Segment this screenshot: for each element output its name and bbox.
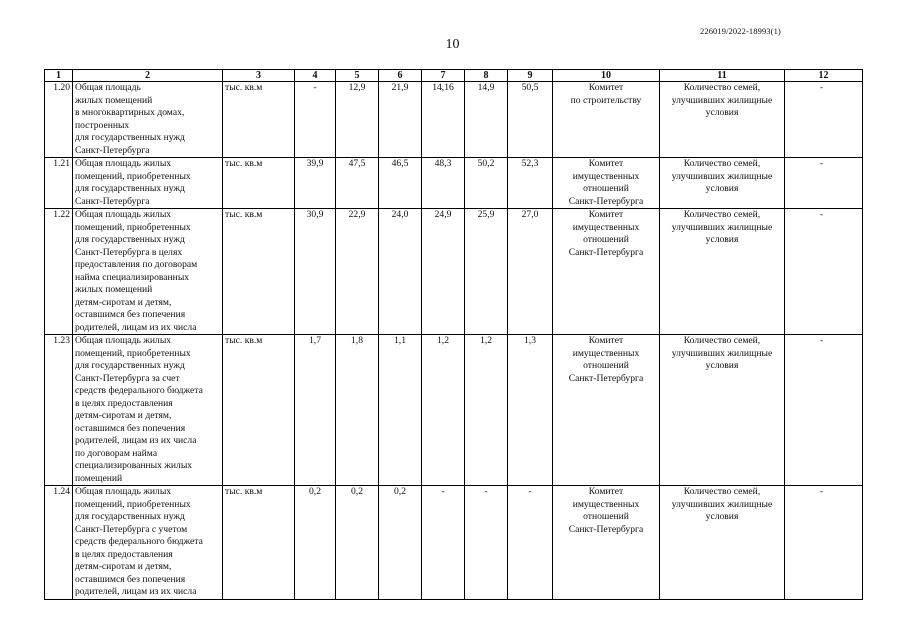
indicator-name-line: построенных [75, 119, 130, 131]
indicator-name-line: помещений, приобретенных [75, 347, 191, 359]
indicator-name-line: помещений [75, 472, 123, 484]
column-header-9: 9 [508, 70, 553, 82]
note-cell [785, 486, 863, 600]
value-cell-col6: 21,9 [379, 82, 422, 158]
indicator-name [73, 209, 223, 335]
responsible-cell-line: по строительству [570, 94, 642, 106]
note-value: - [819, 335, 824, 346]
note-cell [785, 158, 863, 209]
value-cell-col7: 48,3 [422, 158, 465, 209]
responsible-cell-line: отношений [583, 511, 629, 522]
result-indicator-cell-line: условия [705, 183, 739, 194]
value-cell-col5: 0,2 [336, 486, 379, 600]
column-header-8: 8 [465, 70, 508, 82]
indicator-name-line: Санкт-Петербурга в целях [75, 246, 183, 258]
note-value: - [819, 486, 824, 497]
value-cell-col4: 39,9 [295, 158, 336, 209]
page-number: 10 [445, 37, 460, 52]
indicator-name [73, 486, 223, 600]
note-cell [785, 82, 863, 158]
header-row [45, 70, 863, 82]
indicator-name-line: жилых помещений [75, 94, 153, 106]
indicator-name [73, 335, 223, 486]
result-indicator-cell-line: Количество семей, [683, 158, 761, 169]
indicator-name-line: для государственных нужд [75, 234, 185, 245]
value-cell-col8: 50,2 [465, 158, 508, 209]
indicator-name-line: жилых помещений [75, 284, 153, 295]
column-header-11: 11 [660, 70, 785, 82]
value-cell-col7: 1,2 [422, 335, 465, 486]
responsible-cell [553, 486, 660, 600]
column-header-5: 5 [336, 70, 379, 82]
result-indicator-cell-line: улучшивших жилищные [671, 94, 773, 106]
row-number: 1.22 [45, 209, 73, 335]
responsible-cell-line: отношений [583, 360, 629, 371]
indicator-name-line: Санкт-Петербурга за счет [75, 372, 180, 384]
responsible-cell [553, 158, 660, 209]
indicator-name [73, 82, 223, 158]
unit-cell: тыс. кв.м [223, 209, 295, 335]
value-cell-col9: 52,3 [508, 158, 553, 209]
note-cell [785, 335, 863, 486]
result-indicator-cell-line: Количество семей, [683, 335, 761, 346]
responsible-cell-line: имущественных [572, 170, 640, 182]
result-indicator-cell [660, 209, 785, 335]
column-header-12: 12 [785, 70, 863, 82]
result-indicator-cell-line: Количество семей, [683, 82, 761, 93]
indicator-name-line: оставшимся без попечения [75, 422, 186, 434]
value-cell-col8: 14,9 [465, 82, 508, 158]
responsible-cell-line: Санкт-Петербурга [568, 195, 644, 207]
indicator-name-line: найма специализированных [75, 271, 190, 283]
responsible-cell-line: Комитет [588, 158, 624, 169]
indicator-name-line: Общая площадь жилых [75, 158, 172, 169]
table-row [45, 335, 863, 486]
responsible-cell [553, 209, 660, 335]
indicator-name-line: Общая площадь жилых [75, 209, 172, 220]
row-number: 1.23 [45, 335, 73, 486]
indicator-name-line: предоставления по договорам [75, 259, 198, 270]
indicator-name-line: для государственных нужд [75, 183, 185, 194]
responsible-cell-line: Санкт-Петербурга [568, 372, 644, 384]
responsible-cell-line: имущественных [572, 221, 640, 233]
table-row [45, 158, 863, 209]
unit-cell: тыс. кв.м [223, 335, 295, 486]
value-cell-col9: 27,0 [508, 209, 553, 335]
value-cell-col8: - [465, 486, 508, 600]
row-number: 1.20 [45, 82, 73, 158]
value-cell-col5: 1,8 [336, 335, 379, 486]
value-cell-col5: 12,9 [336, 82, 379, 158]
value-cell-col6: 1,1 [379, 335, 422, 486]
indicator-name-line: оставшимся без попечения [75, 573, 186, 585]
result-indicator-cell-line: условия [705, 234, 739, 245]
indicator-name-line: средств федерального бюджета [75, 385, 203, 396]
indicator-name-line: детям-сиротам и детям, [75, 561, 172, 572]
table-row [45, 82, 863, 158]
value-cell-col4: - [295, 82, 336, 158]
indicator-name [73, 158, 223, 209]
indicator-name-line: помещений, приобретенных [75, 170, 191, 182]
indicator-name-line: родителей, лицам из их числа [75, 435, 197, 446]
result-indicator-cell [660, 82, 785, 158]
indicator-name-line: детям-сиротам и детям, [75, 410, 172, 421]
indicator-name-line: специализированных жилых [75, 460, 193, 471]
result-indicator-cell-line: улучшивших жилищные [671, 170, 773, 182]
responsible-cell-line: Комитет [588, 335, 624, 346]
unit-cell: тыс. кв.м [223, 158, 295, 209]
note-value: - [819, 158, 824, 169]
column-header-4: 4 [295, 70, 336, 82]
indicator-name-line: по договорам найма [75, 447, 158, 459]
result-indicator-cell-line: условия [705, 107, 739, 118]
responsible-cell-line: Комитет [588, 486, 624, 497]
responsible-cell [553, 82, 660, 158]
result-indicator-cell-line: Количество семей, [683, 486, 761, 497]
unit-cell: тыс. кв.м [223, 486, 295, 600]
indicator-name-line: для государственных нужд [75, 511, 185, 522]
indicator-name-line: в целях предоставления [75, 397, 173, 409]
responsible-cell-line: Комитет [588, 82, 624, 93]
indicator-name-line: для государственных нужд [75, 132, 185, 143]
result-indicator-cell-line: условия [705, 360, 739, 371]
value-cell-col7: 24,9 [422, 209, 465, 335]
indicator-name-line: Общая площадь жилых [75, 335, 172, 346]
value-cell-col9: 1,3 [508, 335, 553, 486]
indicator-name-line: родителей, лицам из их числа [75, 321, 197, 333]
document-number: 226019/2022-18993(1) [700, 26, 781, 36]
result-indicator-cell-line: улучшивших жилищные [671, 221, 773, 233]
result-indicator-cell-line: условия [705, 511, 739, 522]
responsible-cell-line: имущественных [572, 347, 640, 359]
column-header-3: 3 [223, 70, 295, 82]
indicator-name-line: в многоквартирных домах, [75, 107, 185, 118]
indicator-name-line: средств федерального бюджета [75, 536, 203, 547]
indicator-name-line: помещений, приобретенных [75, 221, 191, 233]
indicator-name-line: для государственных нужд [75, 360, 185, 371]
indicator-name-line: детям-сиротам и детям, [75, 296, 172, 308]
value-cell-col6: 24,0 [379, 209, 422, 335]
column-header-2: 2 [73, 70, 223, 82]
result-indicator-cell-line: Количество семей, [683, 209, 761, 220]
note-value: - [819, 82, 824, 93]
responsible-cell-line: Санкт-Петербурга [568, 523, 644, 535]
value-cell-col7: 14,16 [422, 82, 465, 158]
value-cell-col4: 30,9 [295, 209, 336, 335]
column-header-1: 1 [45, 70, 73, 82]
result-indicator-cell [660, 486, 785, 600]
indicator-name-line: Санкт-Петербурга [75, 144, 150, 156]
note-value: - [819, 209, 824, 220]
indicators-table [44, 69, 863, 600]
unit-cell: тыс. кв.м [223, 82, 295, 158]
indicator-name-line: Санкт-Петербурга с учетом [75, 523, 188, 535]
indicator-name-line: помещений, приобретенных [75, 498, 191, 510]
result-indicator-cell [660, 335, 785, 486]
column-header-6: 6 [379, 70, 422, 82]
column-header-7: 7 [422, 70, 465, 82]
row-number: 1.24 [45, 486, 73, 600]
indicator-name-line: в целях предоставления [75, 548, 173, 560]
value-cell-col9: - [508, 486, 553, 600]
value-cell-col5: 22,9 [336, 209, 379, 335]
result-indicator-cell [660, 158, 785, 209]
responsible-cell-line: Комитет [588, 209, 624, 220]
responsible-cell-line: отношений [583, 183, 629, 194]
indicator-name-line: Санкт-Петербурга [75, 195, 150, 207]
table-body [45, 82, 863, 600]
responsible-cell [553, 335, 660, 486]
value-cell-col9: 50,5 [508, 82, 553, 158]
column-header-10: 10 [553, 70, 660, 82]
table-row [45, 486, 863, 600]
table-row [45, 209, 863, 335]
indicator-name-line: Общая площадь [75, 82, 141, 93]
indicator-name-line: родителей, лицам из их числа [75, 586, 197, 597]
value-cell-col4: 1,7 [295, 335, 336, 486]
value-cell-col6: 46,5 [379, 158, 422, 209]
responsible-cell-line: имущественных [572, 498, 640, 510]
indicator-name-line: Общая площадь жилых [75, 486, 172, 497]
value-cell-col5: 47,5 [336, 158, 379, 209]
responsible-cell-line: отношений [583, 234, 629, 245]
note-cell [785, 209, 863, 335]
value-cell-col8: 1,2 [465, 335, 508, 486]
result-indicator-cell-line: улучшивших жилищные [671, 347, 773, 359]
value-cell-col4: 0,2 [295, 486, 336, 600]
row-number: 1.21 [45, 158, 73, 209]
result-indicator-cell-line: улучшивших жилищные [671, 498, 773, 510]
indicator-name-line: оставшимся без попечения [75, 309, 186, 320]
value-cell-col8: 25,9 [465, 209, 508, 335]
value-cell-col6: 0,2 [379, 486, 422, 600]
value-cell-col7: - [422, 486, 465, 600]
responsible-cell-line: Санкт-Петербурга [568, 246, 644, 258]
